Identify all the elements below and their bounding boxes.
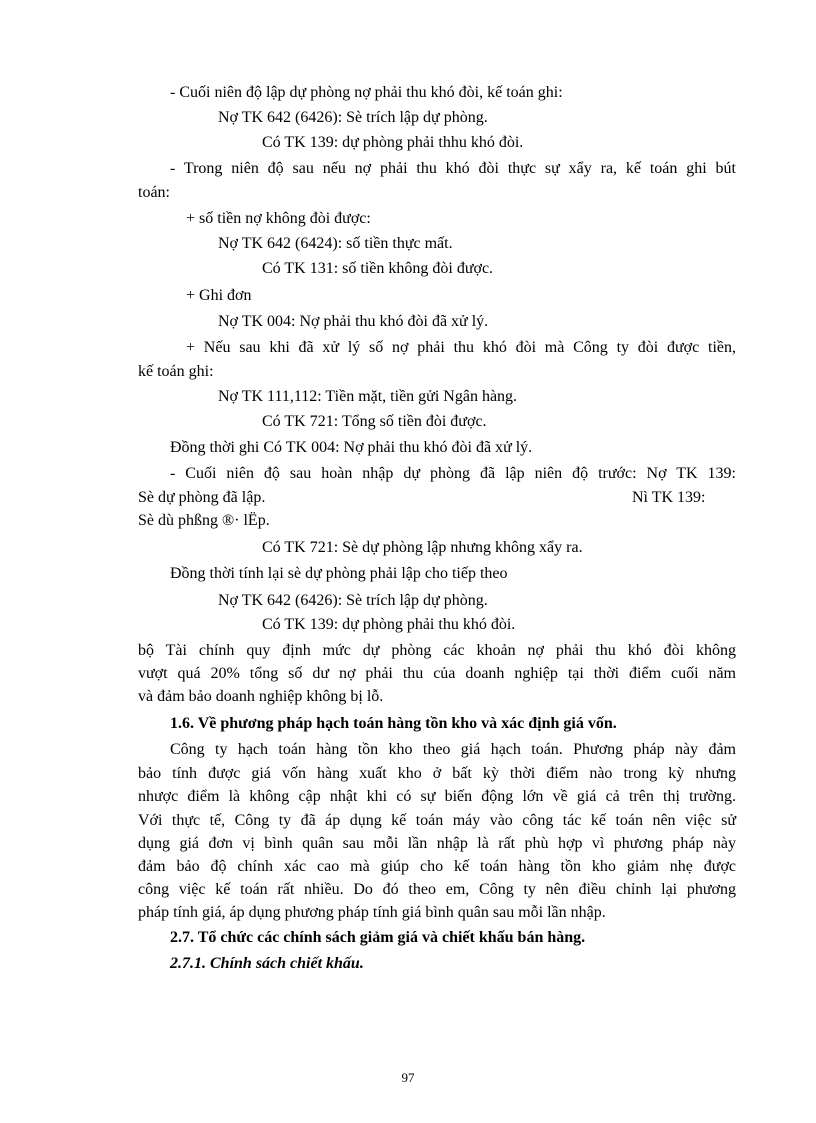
- text-line: - Cuối niên độ sau hoàn nhập dự phòng đã lập niên độ trước: Nợ TK 139:: [170, 465, 736, 482]
- text-line: Nợ TK 642 (6426): Sè trích lập dự phòng.: [218, 592, 488, 609]
- text-line: + số tiền nợ không đòi được:: [186, 210, 371, 227]
- subsection-heading: 2.7.1. Chính sách chiết khấu.: [170, 955, 364, 972]
- text-line: bộ Tài chính quy định mức dự phòng các khoản nợ phải thu khó đòi không: [138, 642, 736, 659]
- text-line: - Cuối niên độ lập dự phòng nợ phải thu khó đòi, kế toán ghi:: [170, 84, 563, 101]
- text-line: + Ghi đơn: [186, 287, 252, 304]
- text-line: Có TK 139: dự phòng phải thhu khó đòi.: [262, 134, 524, 151]
- section-heading: 2.7. Tổ chức các chính sách giảm giá và chiết khấu bán hàng.: [170, 929, 586, 946]
- text-line: Đồng thời tính lại sè dự phòng phải lập cho tiếp theo: [170, 565, 508, 582]
- text-line: kế toán ghi:: [138, 363, 214, 380]
- text-line: Nợ TK 004: Nợ phải thu khó đòi đã xử lý.: [218, 313, 489, 330]
- text-line: Sè dù phßng ®· lËp.: [138, 512, 270, 529]
- text-line: Có TK 139: dự phòng phải thu khó đòi.: [262, 616, 516, 633]
- text-line: vượt quá 20% tổng số dư nợ phải thu của doanh nghiệp tại thời điểm cuối năm: [138, 665, 736, 682]
- text-line: toán:: [138, 184, 170, 201]
- paragraph-line: đảm bảo độ chính xác cao mà giúp cho kế toán hàng tồn kho giảm nhẹ được: [138, 858, 736, 875]
- paragraph-line: nhược điểm là không cập nhật khi có sự biến động lớn về giá cả trên thị trường.: [138, 788, 736, 805]
- text-line: và đảm bảo doanh nghiệp không bị lỗ.: [138, 688, 384, 705]
- text-line: Có TK 721: Tổng số tiền đòi được.: [262, 413, 487, 430]
- text-line: - Trong niên độ sau nếu nợ phải thu khó đòi thực sự xẩy ra, kế toán ghi bút: [170, 160, 736, 177]
- paragraph-line: bảo tính được giá vốn hàng xuất kho ở bất kỳ thời điểm nào trong kỳ nhưng: [138, 765, 736, 782]
- paragraph-line: pháp tính giá, áp dụng phương pháp tính giá bình quân sau mỗi lần nhập.: [138, 904, 606, 921]
- text-line: Nợ TK 642 (6426): Sè trích lập dự phòng.: [218, 109, 488, 126]
- section-heading: 1.6. Về phương pháp hạch toán hàng tồn kho và xác định giá vốn.: [170, 715, 617, 732]
- paragraph-line: Với thực tế, Công ty đã áp dụng kế toán máy vào công tác kế toán nên việc sử: [138, 812, 736, 829]
- text-line: Nợ TK 111,112: Tiền mặt, tiền gửi Ngân hàng.: [218, 388, 518, 405]
- paragraph-line: dụng giá đơn vị bình quân sau mỗi lần nhập là rất phù hợp vì phương pháp này: [138, 835, 736, 852]
- text-line: Sè dự phòng đã lập.: [138, 489, 266, 506]
- paragraph-line: Công ty hạch toán hàng tồn kho theo giá hạch toán. Phương pháp này đảm: [170, 741, 736, 758]
- text-line: Đồng thời ghi Có TK 004: Nợ phải thu khó đòi đã xử lý.: [170, 439, 533, 456]
- text-line: Có TK 721: Sè dự phòng lập nhưng không xẩy ra.: [262, 539, 583, 556]
- text-line: + Nếu sau khi đã xử lý số nợ phải thu khó đòi mà Công ty đòi được tiền,: [186, 339, 736, 356]
- text-line: Có TK 131: số tiền không đòi được.: [262, 260, 494, 277]
- page-number: 97: [401, 1070, 415, 1085]
- text-line: Nợ TK 642 (6424): số tiền thực mất.: [218, 235, 453, 252]
- paragraph-line: công việc kế toán rất nhiều. Do đó theo em, Công ty nên điều chỉnh lại phương: [138, 881, 736, 898]
- text-line: Nì TK 139:: [632, 489, 706, 506]
